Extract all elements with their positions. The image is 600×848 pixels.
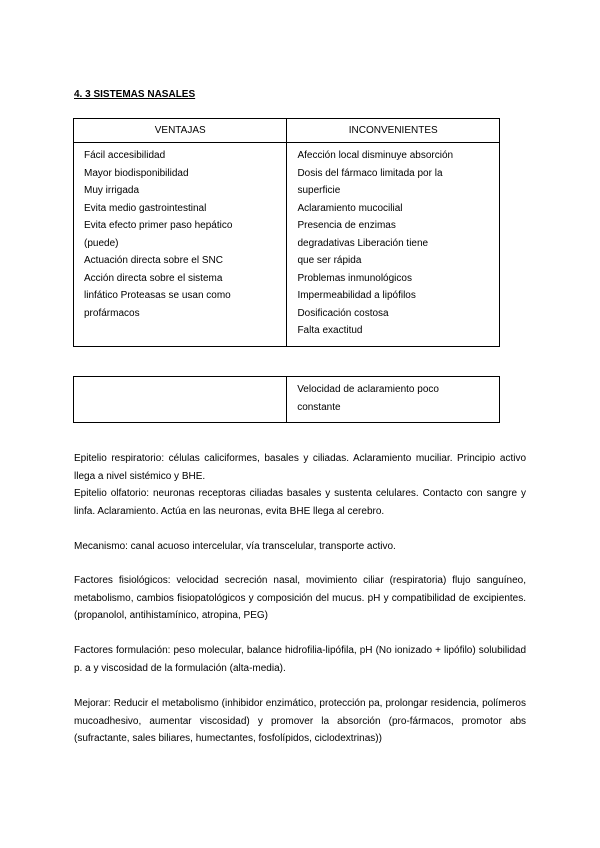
list-item: Presencia de enzimas <box>297 220 396 231</box>
list-item: degradativas Liberación tiene <box>297 237 429 249</box>
inconvenientes-cell <box>287 143 500 347</box>
paragraph-epitelio-olfatorio: Epitelio olfatorio: neuronas receptoras ciliadas basales y sustenta celulares. Contacto con sangre y linfa. Aclaramiento. Actúa en las neuronas, evita BHE llega al cerebro. <box>74 488 526 517</box>
list-item: Evita medio gastrointestinal <box>84 202 207 214</box>
list-item: Dosificación costosa <box>297 307 389 319</box>
list-item: Mayor biodisponibilidad <box>84 167 189 179</box>
list-item: superficie <box>297 185 341 196</box>
continuation-table <box>73 376 500 423</box>
ventajas-cell <box>74 143 287 347</box>
inconvenientes-list <box>287 143 499 346</box>
list-item: Dosis del fármaco limitada por la <box>297 167 443 179</box>
list-item: (puede) <box>84 237 119 249</box>
table-row <box>74 377 500 423</box>
list-item: linfático Proteasas se usan como <box>84 290 231 301</box>
ventajas-list <box>74 143 286 328</box>
list-item: Evita efecto primer paso hepático <box>84 220 233 231</box>
list-item: Actuación directa sobre el SNC <box>84 255 223 266</box>
list-item: Falta exactitud <box>297 325 363 336</box>
list-item: profármacos <box>84 307 140 319</box>
list-item: Muy irrigada <box>84 185 140 196</box>
paragraph-epitelio-respiratorio: Epitelio respiratorio: células caliciformes, basales y ciliadas. Aclaramiento muciliar. Principio activo llega a nivel sistémico y BHE. <box>74 453 526 482</box>
list-item: que ser rápida <box>297 255 362 266</box>
list-item: constante <box>297 402 341 413</box>
header-ventajas: VENTAJAS <box>74 119 287 143</box>
list-item: Problemas inmunológicos <box>297 272 412 284</box>
list-item: Velocidad de aclaramiento poco <box>297 384 439 395</box>
list-item: Aclaramiento mucocilial <box>297 202 403 214</box>
inconvenientes-continuation-cell <box>287 377 500 423</box>
list-item: Afección local disminuye absorción <box>297 150 454 161</box>
paragraph-mecanismo: Mecanismo: canal acuoso intercelular, vía transcelular, transporte activo. <box>74 541 396 552</box>
table-row <box>74 143 500 347</box>
empty-cell <box>74 377 287 423</box>
table-header-row <box>74 119 500 143</box>
paragraph-factores-formulacion: Factores formulación: peso molecular, balance hidrofilia-lipófila, pH (No ionizado + lipófilo) solubilidad p. a y viscosidad de la formulación (alta-media). <box>74 645 526 674</box>
header-inconvenientes: INCONVENIENTES <box>287 119 500 143</box>
section-heading: 4. 3 SISTEMAS NASALES <box>74 89 196 100</box>
list-item: Impermeabilidad a lipófilos <box>297 290 416 301</box>
list-item: Fácil accesibilidad <box>84 150 166 161</box>
paragraph-mejorar: Mejorar: Reducir el metabolismo (inhibidor enzimático, protección pa, prolongar residencia, polímeros mucoadhesivo, aumentar viscosidad) y promover la absorción (pro-fármacos, promotor abs (sufractante, sales biliares, humectantes, fosfolípidos, ciclodextrinas)) <box>74 698 526 744</box>
paragraph-factores-fisiologicos: Factores fisiológicos: velocidad secreción nasal, movimiento ciliar (respiratoria) flujo sanguíneo, metabolismo, cambios fisiopatológicos y composición del mucus. pH y compatibilidad de excipientes. (propanolol, antihistamínico, atropina, PEG) <box>74 575 526 621</box>
advantages-disadvantages-table <box>73 118 500 347</box>
list-item: Acción directa sobre el sistema <box>84 272 223 284</box>
